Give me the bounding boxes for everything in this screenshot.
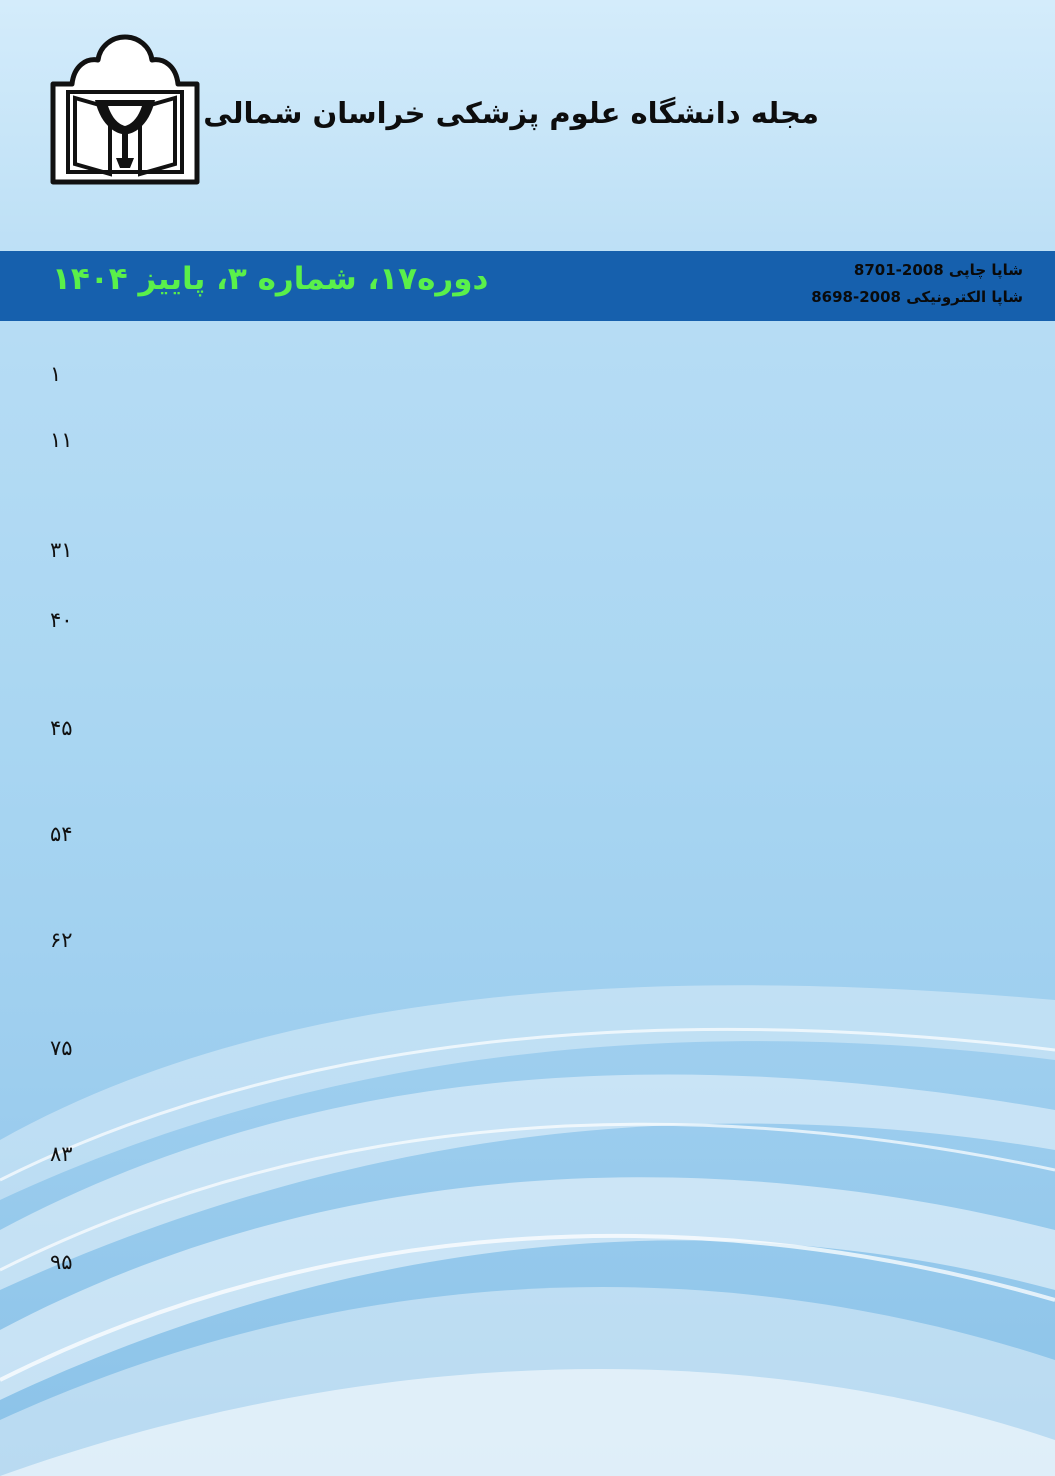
- toc-entry-page: ۵۴: [50, 822, 73, 846]
- issn-block: [703, 257, 1023, 311]
- toc-entry-page: ۴۵: [50, 716, 73, 740]
- issue-info: دوره۱۷، شماره ۳، پاییز ۱۴۰۴: [52, 261, 489, 297]
- toc-entry-page: ۶۲: [50, 928, 73, 952]
- toc-entry-page: ۳۱: [50, 538, 73, 562]
- toc-entry-page: ۱: [50, 362, 62, 386]
- issue-header-band: [0, 251, 1055, 321]
- toc-entry-page: ۸۳: [50, 1142, 73, 1166]
- toc-entry-page: ۴۰: [50, 608, 73, 632]
- toc-entry-page: ۱۱: [50, 428, 73, 452]
- toc-entry-page: ۹۵: [50, 1250, 73, 1274]
- issn-electronic: شاپا الکترونیکی 2008-8698: [811, 288, 1023, 306]
- issn-print: شاپا چاپی 2008-8701: [853, 261, 1023, 279]
- toc-entry-page: ۷۵: [50, 1036, 73, 1060]
- journal-title: مجله دانشگاه علوم پزشکی خراسان شمالی: [203, 96, 819, 130]
